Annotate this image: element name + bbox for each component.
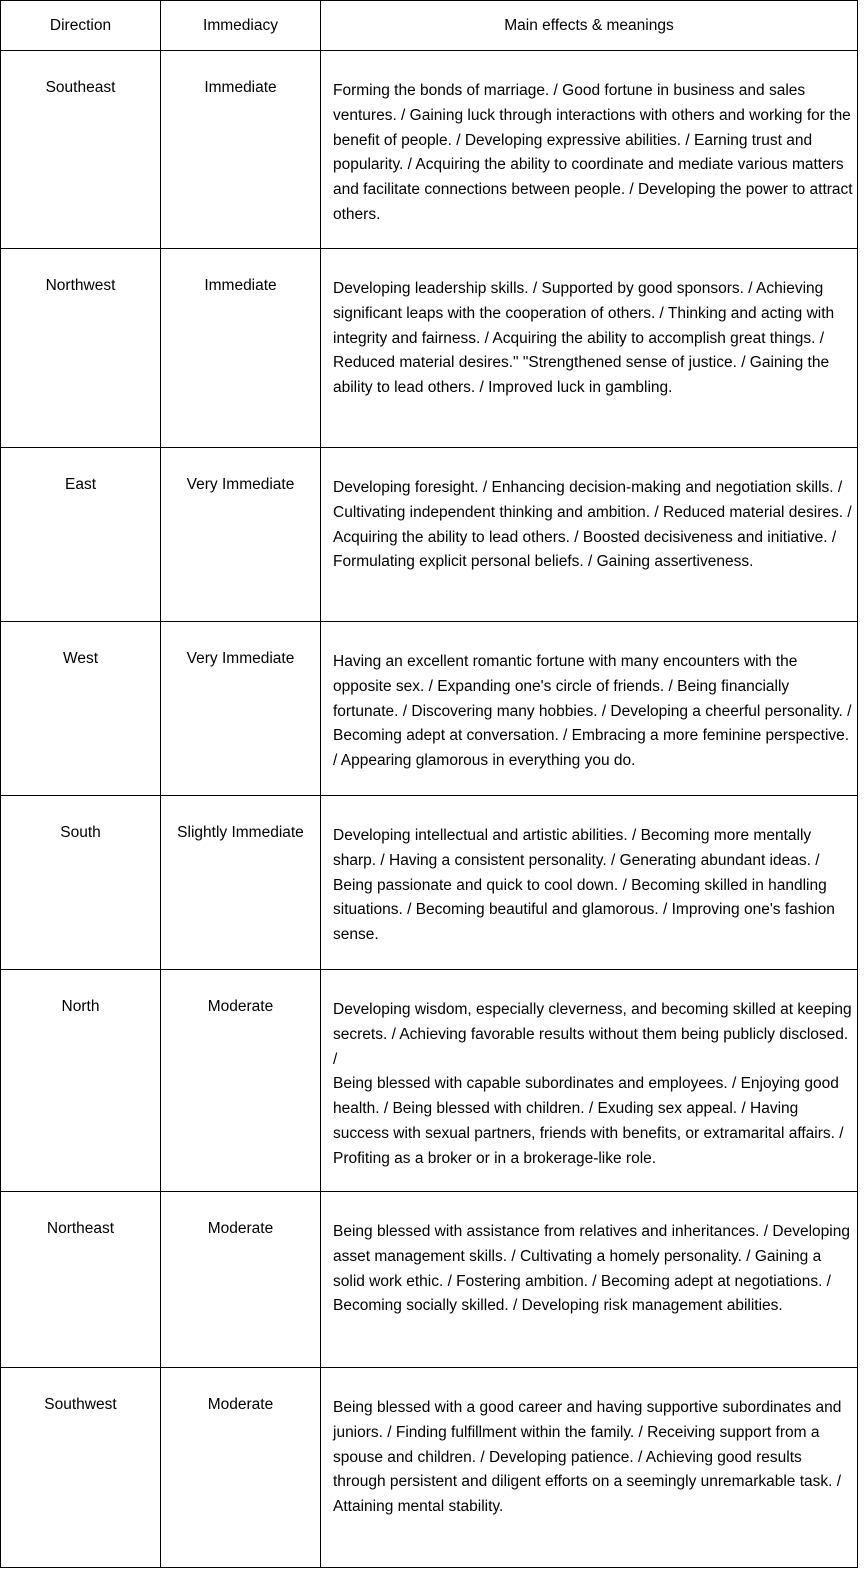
direction-cell: North bbox=[1, 970, 161, 1192]
effects-cell: Forming the bonds of marriage. / Good fortune in business and sales ventures. / Gaining luck through interactions with others and working for the benefit of people. / Developing expressive abilities. / Earning trust and popularity. / Acquiring the ability to coordinate and mediate various matters and facilitate connections between people. / Developing the power to attract others. bbox=[321, 51, 858, 249]
effects-cell: Being blessed with a good career and having supportive subordinates and juniors. / Finding fulfillment within the family. / Receiving support from a spouse and children. / Developing patience. / Achieving good results through persistent and diligent efforts on a seemingly unremarkable task. / Attaining mental stability. bbox=[321, 1368, 858, 1568]
table-row bbox=[1, 249, 858, 448]
direction-cell: Northeast bbox=[1, 1192, 161, 1368]
direction-cell: West bbox=[1, 622, 161, 796]
immediacy-cell: Moderate bbox=[161, 1192, 321, 1368]
table-row bbox=[1, 970, 858, 1192]
table-row bbox=[1, 51, 858, 249]
immediacy-cell: Immediate bbox=[161, 249, 321, 448]
effects-cell: Developing foresight. / Enhancing decision-making and negotiation skills. / Cultivating independent thinking and ambition. / Reduced material desires. / Acquiring the ability to lead others. / Boosted decisiveness and initiative. / Formulating explicit personal beliefs. / Gaining assertiveness. bbox=[321, 448, 858, 622]
header-direction: Direction bbox=[1, 1, 161, 51]
immediacy-cell: Very Immediate bbox=[161, 448, 321, 622]
effects-cell: Developing intellectual and artistic abilities. / Becoming more mentally sharp. / Having a consistent personality. / Generating abundant ideas. / Being passionate and quick to cool down. / Becoming skilled in handling situations. / Becoming beautiful and glamorous. / Improving one's fashion sense. bbox=[321, 796, 858, 970]
header-effects: Main effects & meanings bbox=[321, 1, 858, 51]
effects-cell: Developing wisdom, especially cleverness, and becoming skilled at keeping secrets. / Achieving favorable results without them being publicly disclosed. / Being blessed with capable subordinates and employees. / Enjoying good health. / Being blessed with children. / Exuding sex appeal. / Having success with sexual partners, friends with benefits, or extramarital affairs. / Profiting as a broker or in a brokerage-like role. bbox=[321, 970, 858, 1192]
header-immediacy: Immediacy bbox=[161, 1, 321, 51]
header-row bbox=[1, 1, 858, 51]
direction-cell: Northwest bbox=[1, 249, 161, 448]
table-row bbox=[1, 448, 858, 622]
direction-cell: Southeast bbox=[1, 51, 161, 249]
effects-cell: Developing leadership skills. / Supported by good sponsors. / Achieving significant leaps with the cooperation of others. / Thinking and acting with integrity and fairness. / Acquiring the ability to accomplish great things. / Reduced material desires." "Strengthened sense of justice. / Gaining the ability to lead others. / Improved luck in gambling. bbox=[321, 249, 858, 448]
direction-cell: South bbox=[1, 796, 161, 970]
effects-cell: Having an excellent romantic fortune with many encounters with the opposite sex. / Expanding one's circle of friends. / Being financially fortunate. / Discovering many hobbies. / Developing a cheerful personality. / Becoming adept at conversation. / Embracing a more feminine perspective. / Appearing glamorous in everything you do. bbox=[321, 622, 858, 796]
effects-cell: Being blessed with assistance from relatives and inheritances. / Developing asset management skills. / Cultivating a homely personality. / Gaining a solid work ethic. / Fostering ambition. / Becoming adept at negotiations. / Becoming socially skilled. / Developing risk management abilities. bbox=[321, 1192, 858, 1368]
immediacy-cell: Moderate bbox=[161, 970, 321, 1192]
table-row bbox=[1, 622, 858, 796]
table-row bbox=[1, 796, 858, 970]
table-row bbox=[1, 1368, 858, 1568]
direction-cell: East bbox=[1, 448, 161, 622]
immediacy-cell: Very Immediate bbox=[161, 622, 321, 796]
immediacy-cell: Immediate bbox=[161, 51, 321, 249]
immediacy-cell: Moderate bbox=[161, 1368, 321, 1568]
direction-cell: Southwest bbox=[1, 1368, 161, 1568]
table-row bbox=[1, 1192, 858, 1368]
immediacy-cell: Slightly Immediate bbox=[161, 796, 321, 970]
